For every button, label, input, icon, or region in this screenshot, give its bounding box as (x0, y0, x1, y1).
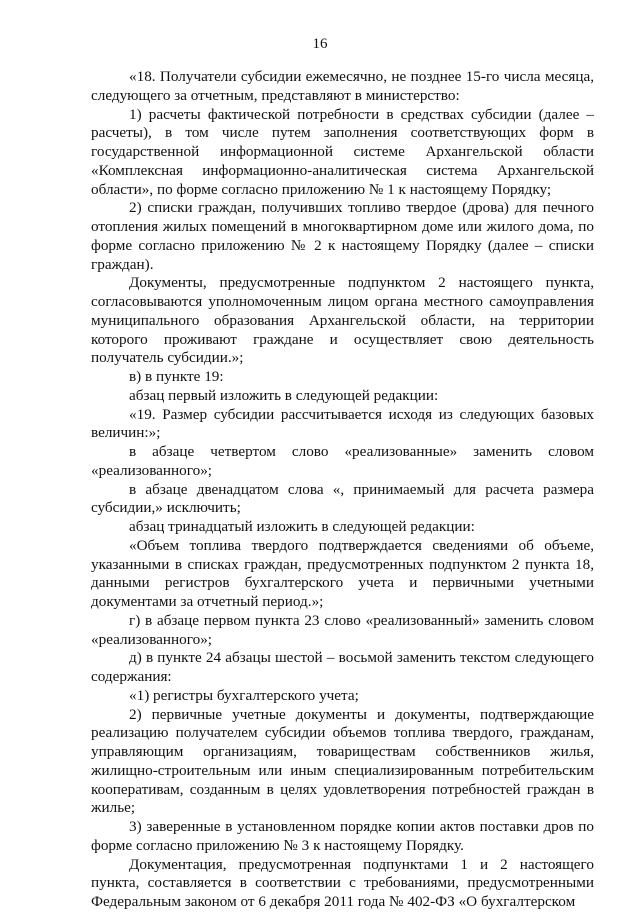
paragraph-item-d: д) в пункте 24 абзацы шестой – восьмой заменить текстом следующего содержания: (91, 649, 594, 685)
paragraph-documentation: Документация, предусмотренная подпунктами 1 и 2 настоящего пункта, составляется в соответствии с требованиями, предусмотренными Федеральным законом от 6 декабря 2011 года № 402-ФЗ «О бухгалтерском (91, 855, 594, 910)
paragraph-first-abzac: абзац первый изложить в следующей редакции: (129, 386, 439, 404)
document-body (91, 68, 594, 912)
paragraph-fuel-volume: «Объем топлива твердого подтверждается сведениями об объеме, указанными в списках граждан, предусмотренных подпунктом 2 пункта 18, данными регистров бухгалтерского учета и первичными учетными документами за отчетный период.»; (91, 536, 594, 610)
paragraph-item-18-intro: «18. Получатели субсидии ежемесячно, не позднее 15-го числа месяца, следующего за отчетным, представляют в министерство: (91, 68, 594, 104)
paragraph-fourth-abzac: в абзаце четвертом слово «реализованные» заменить словом «реализованного»; (91, 443, 594, 479)
paragraph-thirteenth-abzac: абзац тринадцатый изложить в следующей редакции: (129, 518, 475, 535)
paragraph-item-19-text: «19. Размер субсидии рассчитывается исходя из следующих базовых величин:»; (91, 405, 594, 442)
paragraph-primary-documents: 2) первичные учетные документы и документы, подтверждающие реализацию получателем субсидии объемов топлива твердого, гражданам, управляющим организациям, товариществам собственников жилья, жилищно-строительным или иным специализированным потребительским кооперативам, созданным в целях удовлетворения потребностей граждан в жилье; (91, 705, 594, 817)
paragraph-twelfth-abzac: в абзаце двенадцатом слова «, принимаемый для расчета размера субсидии,» исключить; (91, 480, 594, 517)
page-number: 16 (312, 36, 328, 52)
paragraph-item-v: в) в пункте 19: (129, 368, 224, 385)
paragraph-subitem-2-citizen-lists: 2) списки граждан, получивших топливо твердое (дрова) для печного отопления жилых помещений в многоквартирном доме или жилого дома, по форме согласно приложению № 2 к настоящему Порядку (далее – списки граждан). (91, 199, 594, 273)
paragraph-registers: «1) регистры бухгалтерского учета; (129, 686, 359, 704)
paragraph-subitem-1-calculations: 1) расчеты фактической потребности в средствах субсидии (далее – расчеты), в том числе путем заполнения соответствующих форм в государственной информационной системе Архангельской области «Комплексная информационно-аналитическая система Архангельской области», по форме согласно приложению № 1 к настоящему Порядку; (91, 105, 594, 198)
paragraph-documents-approval: Документы, предусмотренные подпунктом 2 настоящего пункта, согласовываются уполномоченным лицом органа местного самоуправления муниципального образования Архангельской области, на территории которого проживают граждане и осуществляет свою деятельность получатель субсидии.»; (91, 274, 594, 367)
paragraph-delivery-acts: 3) заверенные в установленном порядке копии актов поставки дров по форме согласно приложению № 3 к настоящему Порядку. (91, 818, 594, 854)
paragraph-item-g: г) в абзаце первом пункта 23 слово «реализованный» заменить словом «реализованного»; (91, 611, 594, 648)
